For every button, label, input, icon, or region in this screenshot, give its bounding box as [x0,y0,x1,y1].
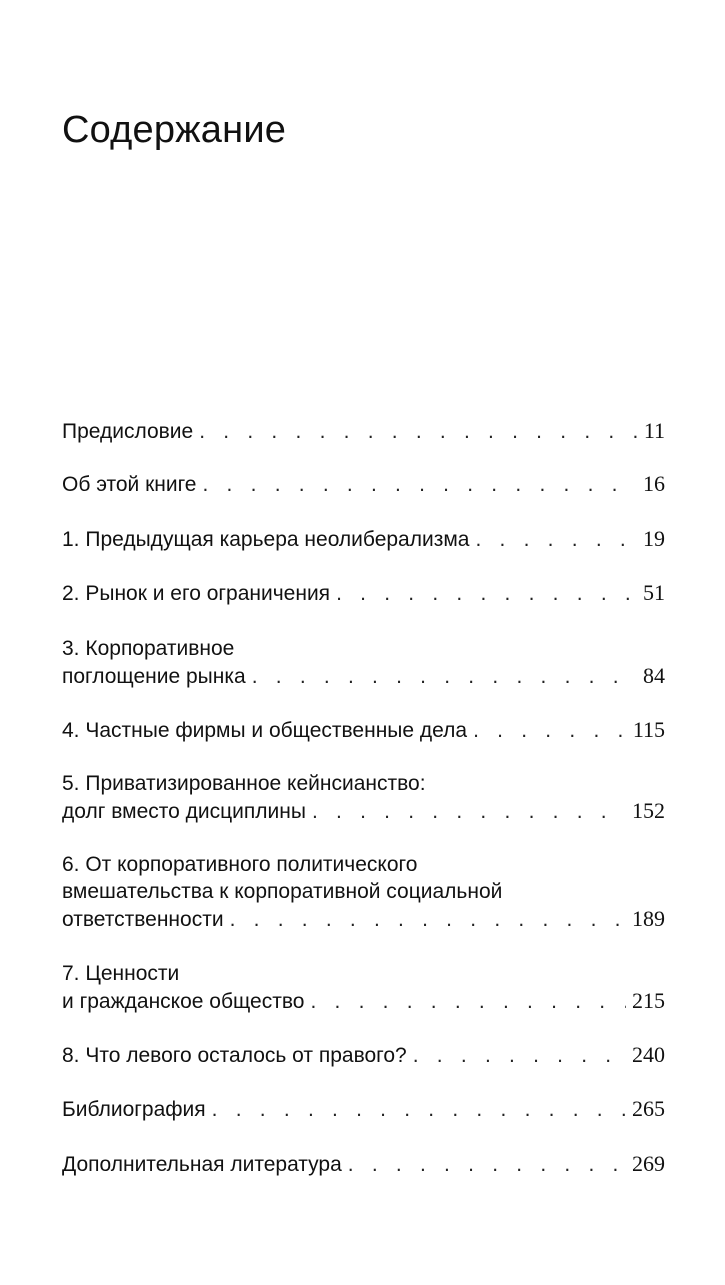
toc-entry-title: 4. Частные фирмы и общественные дела [62,719,468,742]
toc-entry [62,635,665,690]
toc-entry-page-number: 152 [632,798,665,823]
dot-leader [348,1151,626,1178]
page-title: Содержание [62,109,287,151]
toc-entry [62,716,665,744]
toc-entry-page-number: 269 [632,1151,665,1176]
toc-entry-title: Об этой книге [62,473,197,496]
toc-entry-page-number: 16 [643,471,665,496]
toc-entry-line [62,470,665,498]
dot-leader [312,798,626,825]
toc-entry-page-number: 240 [632,1042,665,1067]
toc-entry-line [62,987,665,1015]
dot-leader [252,663,637,690]
toc-entry-line [62,662,665,690]
toc-entry-title-line: 5. Приватизированное кейнсианство: [62,772,426,795]
toc-entry-line [62,905,665,933]
toc-entry-page-number: 189 [632,906,665,931]
toc-entry-page-number: 11 [643,418,665,443]
toc-entry-line [62,1095,665,1123]
dot-leader [413,1042,626,1069]
toc-entry-title: ответственности [62,908,224,931]
dot-leader [230,906,626,933]
dot-leader [473,717,627,744]
toc-entry-page-number: 51 [643,580,665,605]
toc-entry-title: Предисловие [62,420,194,443]
toc-entry-page-number: 215 [632,988,665,1013]
toc-entry [62,579,665,607]
toc-entry-line [62,1041,665,1069]
toc-entry [62,960,665,1015]
toc-entry [62,417,665,445]
toc-entry [62,1095,665,1123]
toc-entry-line [62,417,665,445]
dot-leader [336,580,637,607]
toc-entry [62,525,665,553]
toc-entry-line [62,716,665,744]
toc-entry-page-number: 84 [643,663,665,688]
toc-entry-page-number: 19 [643,526,665,551]
toc-entry-line [62,525,665,553]
toc-entry-line [62,579,665,607]
toc-entry-title: Дополнительная литература [62,1153,342,1176]
toc-entry-line [62,797,665,825]
toc-entry-title-line: 6. От корпоративного политического [62,853,418,876]
toc-entry-line [62,1150,665,1178]
toc-entry-title: Библиография [62,1098,206,1121]
toc-entry-title: и гражданское общество [62,990,305,1013]
toc-entry-title: 8. Что левого осталось от правого? [62,1044,407,1067]
toc-entry-title: поглощение рынка [62,665,246,688]
toc-entry-page-number: 115 [632,717,665,742]
toc-entry-title-line: вмешательства к корпоративной социальной [62,880,503,903]
toc-entry [62,470,665,498]
dot-leader [202,471,637,498]
toc-entry [62,1041,665,1069]
dot-leader [212,1096,626,1123]
toc-entry [62,851,665,933]
toc-entry [62,1150,665,1178]
toc-entry-title-line: 3. Корпоративное [62,637,235,660]
toc-entry-title: долг вместо дисциплины [62,800,306,823]
dot-leader [475,526,637,553]
dot-leader [310,988,626,1015]
toc-entry-title-line: 7. Ценности [62,962,180,985]
toc-entry-title: 1. Предыдущая карьера неолиберализма [62,528,470,551]
toc-entry-title: 2. Рынок и его ограничения [62,582,331,605]
toc-entry [62,770,665,825]
toc-entry-page-number: 265 [632,1096,665,1121]
dot-leader [199,418,638,445]
